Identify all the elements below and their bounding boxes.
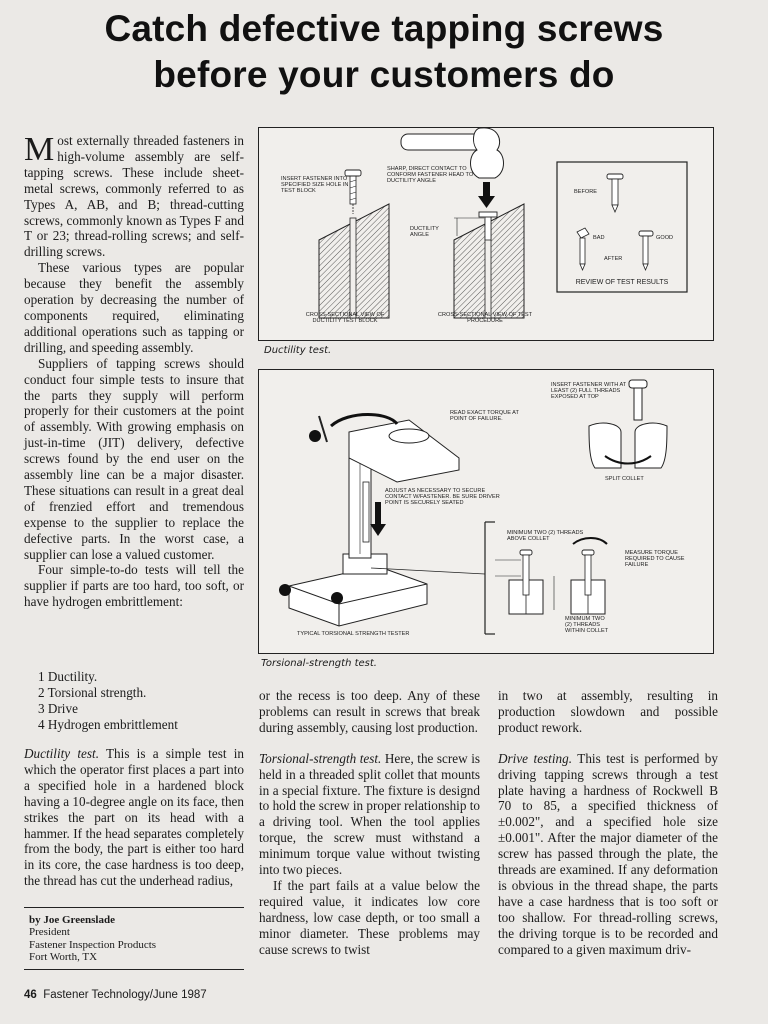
section-heading: Torsional-strength test.	[259, 750, 382, 766]
label-insert-fastener: INSERT FASTENER INTO SPECIFIED SIZE HOLE IN TEST BLOCK	[281, 176, 349, 195]
label-adjust: ADJUST AS NECESSARY TO SECURE CONTACT W/FASTENER. BE SURE DRIVER POINT IS SECURELY SEATED	[385, 488, 500, 507]
label-min-above: MINIMUM TWO (2) THREADS ABOVE COLLET	[507, 530, 584, 543]
list-item: 3 Drive	[38, 700, 78, 716]
author-company: Fastener Inspection Products	[29, 938, 157, 951]
label-ductility-angle: DUCTILITY ANGLE	[410, 226, 439, 239]
label-measure: MEASURE TORQUE REQUIRED TO CAUSE FAILURE	[625, 550, 685, 569]
label-cross-section-block: CROSS-SECTIONAL VIEW OF DUCTILITY TEST BLOCK	[305, 312, 385, 325]
ductility-section	[24, 746, 244, 889]
test-list	[38, 669, 238, 733]
page-footer	[24, 989, 207, 1001]
column-3	[498, 688, 718, 958]
byline	[29, 914, 239, 964]
list-item: 4 Hydrogen embrittlement	[38, 716, 178, 732]
label-split-collet: SPLIT COLLET	[605, 476, 644, 482]
test-block-right	[401, 128, 524, 318]
list-item: 1 Ductility.	[38, 669, 98, 684]
section-heading: Drive testing.	[498, 750, 572, 766]
byline-rule-bottom	[24, 969, 244, 970]
label-review: REVIEW OF TEST RESULTS	[575, 279, 669, 286]
label-before: BEFORE	[574, 189, 598, 195]
drive-paragraph	[498, 751, 718, 958]
section-body: Here, the screw is held in a threaded split collet that mounts in a special fixture. The fixture is designd to hold the screw in proper relationship to a driving tool. When the tool applies torque, the screw must withstand a minimum torque value without twisting into two pieces.	[259, 750, 480, 878]
page-number: 46	[24, 989, 37, 1001]
label-bad: BAD	[593, 235, 605, 241]
paragraph: or the recess is too deep. Any of these problems can result in screws that break during assembly, causing lost production.	[259, 688, 480, 735]
torsional-figure	[258, 369, 714, 654]
headline-line-1: Catch defective tapping screws	[104, 8, 664, 49]
ductility-diagram	[259, 128, 713, 340]
author-name: by Joe Greenslade	[29, 914, 115, 926]
label-tester: TYPICAL TORSIONAL STRENGTH TESTER	[297, 631, 410, 637]
label-min-within: MINIMUM TWO (2) THREADS WITHIN COLLET	[565, 616, 609, 635]
drop-cap: M	[24, 131, 55, 168]
author-city: Fort Worth, TX	[29, 951, 98, 964]
paragraph: in two at assembly, resulting in production slowdown and possible product rework.	[498, 688, 718, 735]
label-after: AFTER	[604, 256, 623, 262]
headline-line-2: before your customers do	[153, 54, 615, 95]
publication-info: Fastener Technology/June 1987	[43, 989, 207, 1001]
column-1-intro	[24, 133, 244, 610]
label-sharp-contact: SHARP, DIRECT CONTACT TO CONFORM FASTENER HEAD TO DUCTILITY ANGLE	[387, 166, 474, 185]
paragraph: Suppliers of tapping screws should conduct four simple tests to insure that the parts they supply will perform properly for their customers at the point of assembly. With growing emphasis on just-in-time (JIT) delivery, defective screws found by the end user on the assembly line can be a major disaster. These situations can result in a great deal of frenzied effort and tremendous expense to the supplier to replace the defective parts. In the worst case, a supplier can lose a valued customer.	[24, 355, 244, 562]
torsional-paragraph	[259, 751, 480, 878]
section-body: This test is performed by driving tapping screws through a test plate having a hardness of Rockwell B 70 to 85, a specified thickness of ±0.002", and a specified hole size ±0.001". After the major diameter of the screw has passed through the plate, the threads are examined. If any deformation is obvious in the thread shape, the parts have a case hardness that is too soft or too shallow. For thread-rolling screws, the driving torque is to be recorded and compared to a given maximum driv-	[498, 750, 718, 957]
paragraph: Four simple-to-do tests will tell the supplier if parts are too hard, too soft, or have hydrogen embrittlement:	[24, 562, 244, 610]
paragraph: These various types are popular because they benefit the assembly operation by decreasing the number of components required, eliminating additional operations such as tapping or drilling, and speeding assembly.	[24, 260, 244, 355]
headline	[0, 6, 768, 98]
label-good: GOOD	[656, 235, 674, 241]
label-cross-section-procedure: CROSS-SECTIONAL VIEW OF TEST PROCEDURE	[437, 312, 533, 325]
ductility-caption: Ductility test.	[264, 345, 332, 356]
author-title: President	[29, 926, 70, 939]
section-body: This is a simple test in which the operator first places a part into a specified hole in a hardened block having a 10-degree angle on its face, then strikes the part on its head with a hammer. If the head separates completely from the body, the part is either too hard in its core, the case hardness is too deep, the thread has cut the underhead radius,	[24, 746, 244, 889]
byline-rule-top	[24, 907, 244, 908]
intro-paragraph: Most externally threaded fasteners in high-volume assembly are self-tapping screws. These include sheet-metal screws, commonly referred to as Types A, AB, and B; thread-cutting screws, commonly known as Types F and T or 23; thread-rolling screws; and self-drilling screws.	[24, 131, 244, 260]
torsional-caption: Torsional-strength test.	[261, 658, 377, 669]
ductility-figure	[258, 127, 714, 341]
label-insert-fastener-2: INSERT FASTENER WITH AT LEAST (2) FULL THREADS EXPOSED AT TOP	[551, 382, 627, 401]
results-box	[557, 162, 687, 292]
label-read-torque: READ EXACT TORQUE AT POINT OF FAILURE.	[450, 410, 519, 423]
column-2	[259, 688, 480, 958]
list-item: 2 Torsional strength.	[38, 684, 147, 700]
tester-machine	[279, 415, 485, 627]
paragraph: If the part fails at a value below the required value, it indicates low core hardness, low case depth, or too small a minor diameter. These problems may cause screws to twist	[259, 877, 480, 957]
section-heading: Ductility test.	[24, 746, 99, 761]
